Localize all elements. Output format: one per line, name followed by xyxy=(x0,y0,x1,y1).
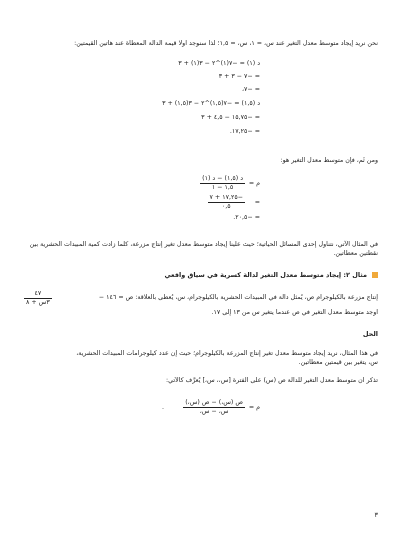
example-heading: مثال ٢: إيجاد متوسط معدل التغير لدالة كسرية في سياق واقعي xyxy=(164,271,378,279)
solution-heading: الحل xyxy=(362,330,378,338)
m-label: م = xyxy=(248,180,260,187)
page-number: ٣ xyxy=(374,511,378,519)
equation-line: = −١٧,٢٥. xyxy=(229,128,260,135)
bullet-square-icon xyxy=(372,272,378,278)
intro-text: نحن نريد إيجاد متوسط معدل التغير عند س، = ١، س، = ١,٥؛ لذا سنوجد أولًا قيمة الدالة المعطاة عند هاتين القيمتين: xyxy=(74,40,378,47)
example-question: أوجد متوسط معدل التغير في ص عندما يتغير س من ١٣ إلى ١٧. xyxy=(211,309,378,316)
equation-line: = −١٥,٧٥ − ٤,٥ + ٣ xyxy=(201,114,260,121)
m-label: م = xyxy=(248,404,260,411)
equation-line: = −٢٠,٥. xyxy=(233,214,260,221)
example-statement: إنتاج مزرعة بالكيلوجرام ص، يُمثل دالة في المبيدات الحشرية بالكيلوجرام، س، يُعطى بالعلاقة: ص = ١٤٦ − xyxy=(98,294,378,301)
fraction xyxy=(200,175,245,192)
period: . xyxy=(161,404,164,411)
fraction-numerator: −١٧,٢٥ + ٧ xyxy=(209,194,243,201)
example-fraction xyxy=(24,290,52,307)
equation-line: = −٧، xyxy=(242,86,260,93)
fraction-numerator: د (١,٥) − د (١) xyxy=(202,175,243,182)
fraction-numerator: ٤٧ xyxy=(24,290,52,299)
fraction-denominator: ٣س + ٨ xyxy=(26,299,50,306)
fraction xyxy=(208,194,245,211)
fraction-numerator: ص (س،) − ص (س،) xyxy=(185,399,243,406)
equation-line: د (١) = −٧(١)^٢ − ٣(١) + ٣ xyxy=(178,60,260,67)
equals-sign: = xyxy=(254,199,260,206)
fraction-denominator: ٠,٥ xyxy=(221,203,231,210)
paragraph-next: في المثال الآتي، نتناول إحدى المسائل الحياتية؛ حيث علينا إيجاد متوسط معدل تغير إنتاج مزرعة، كلما زادت كمية المبيدات الحشرية بين نقطتين معطاتين. xyxy=(29,241,378,257)
fraction-denominator: ١,٥ − ١ xyxy=(211,184,234,191)
formula-fraction xyxy=(183,399,245,416)
solution-paragraph: س، يتغير بين قيمتين معطاتين. xyxy=(298,359,378,366)
solution-paragraph: في هذا المثال، نريد إيجاد متوسط معدل تغير إنتاج المزرعة بالكيلوجرام؛ حيث إن عدد كيلوجرامات المبيدات الحشرية، xyxy=(76,350,378,357)
so-text: ومن ثَم، فإن متوسط معدل التغير هو: xyxy=(280,157,378,164)
fraction-denominator: س، − س، xyxy=(199,408,229,415)
solution-paragraph: تذكّر أن متوسط معدل التغير للدالة ص (س) على الفترة [س،، س،] يُعرَّف كالآتي: xyxy=(166,377,378,384)
equation-line: د (١,٥) = −٧(١,٥)^٢ − ٣(١,٥) + ٣ xyxy=(162,100,260,107)
equation-line: = −٧ − ٣ + ٣ xyxy=(218,73,260,80)
